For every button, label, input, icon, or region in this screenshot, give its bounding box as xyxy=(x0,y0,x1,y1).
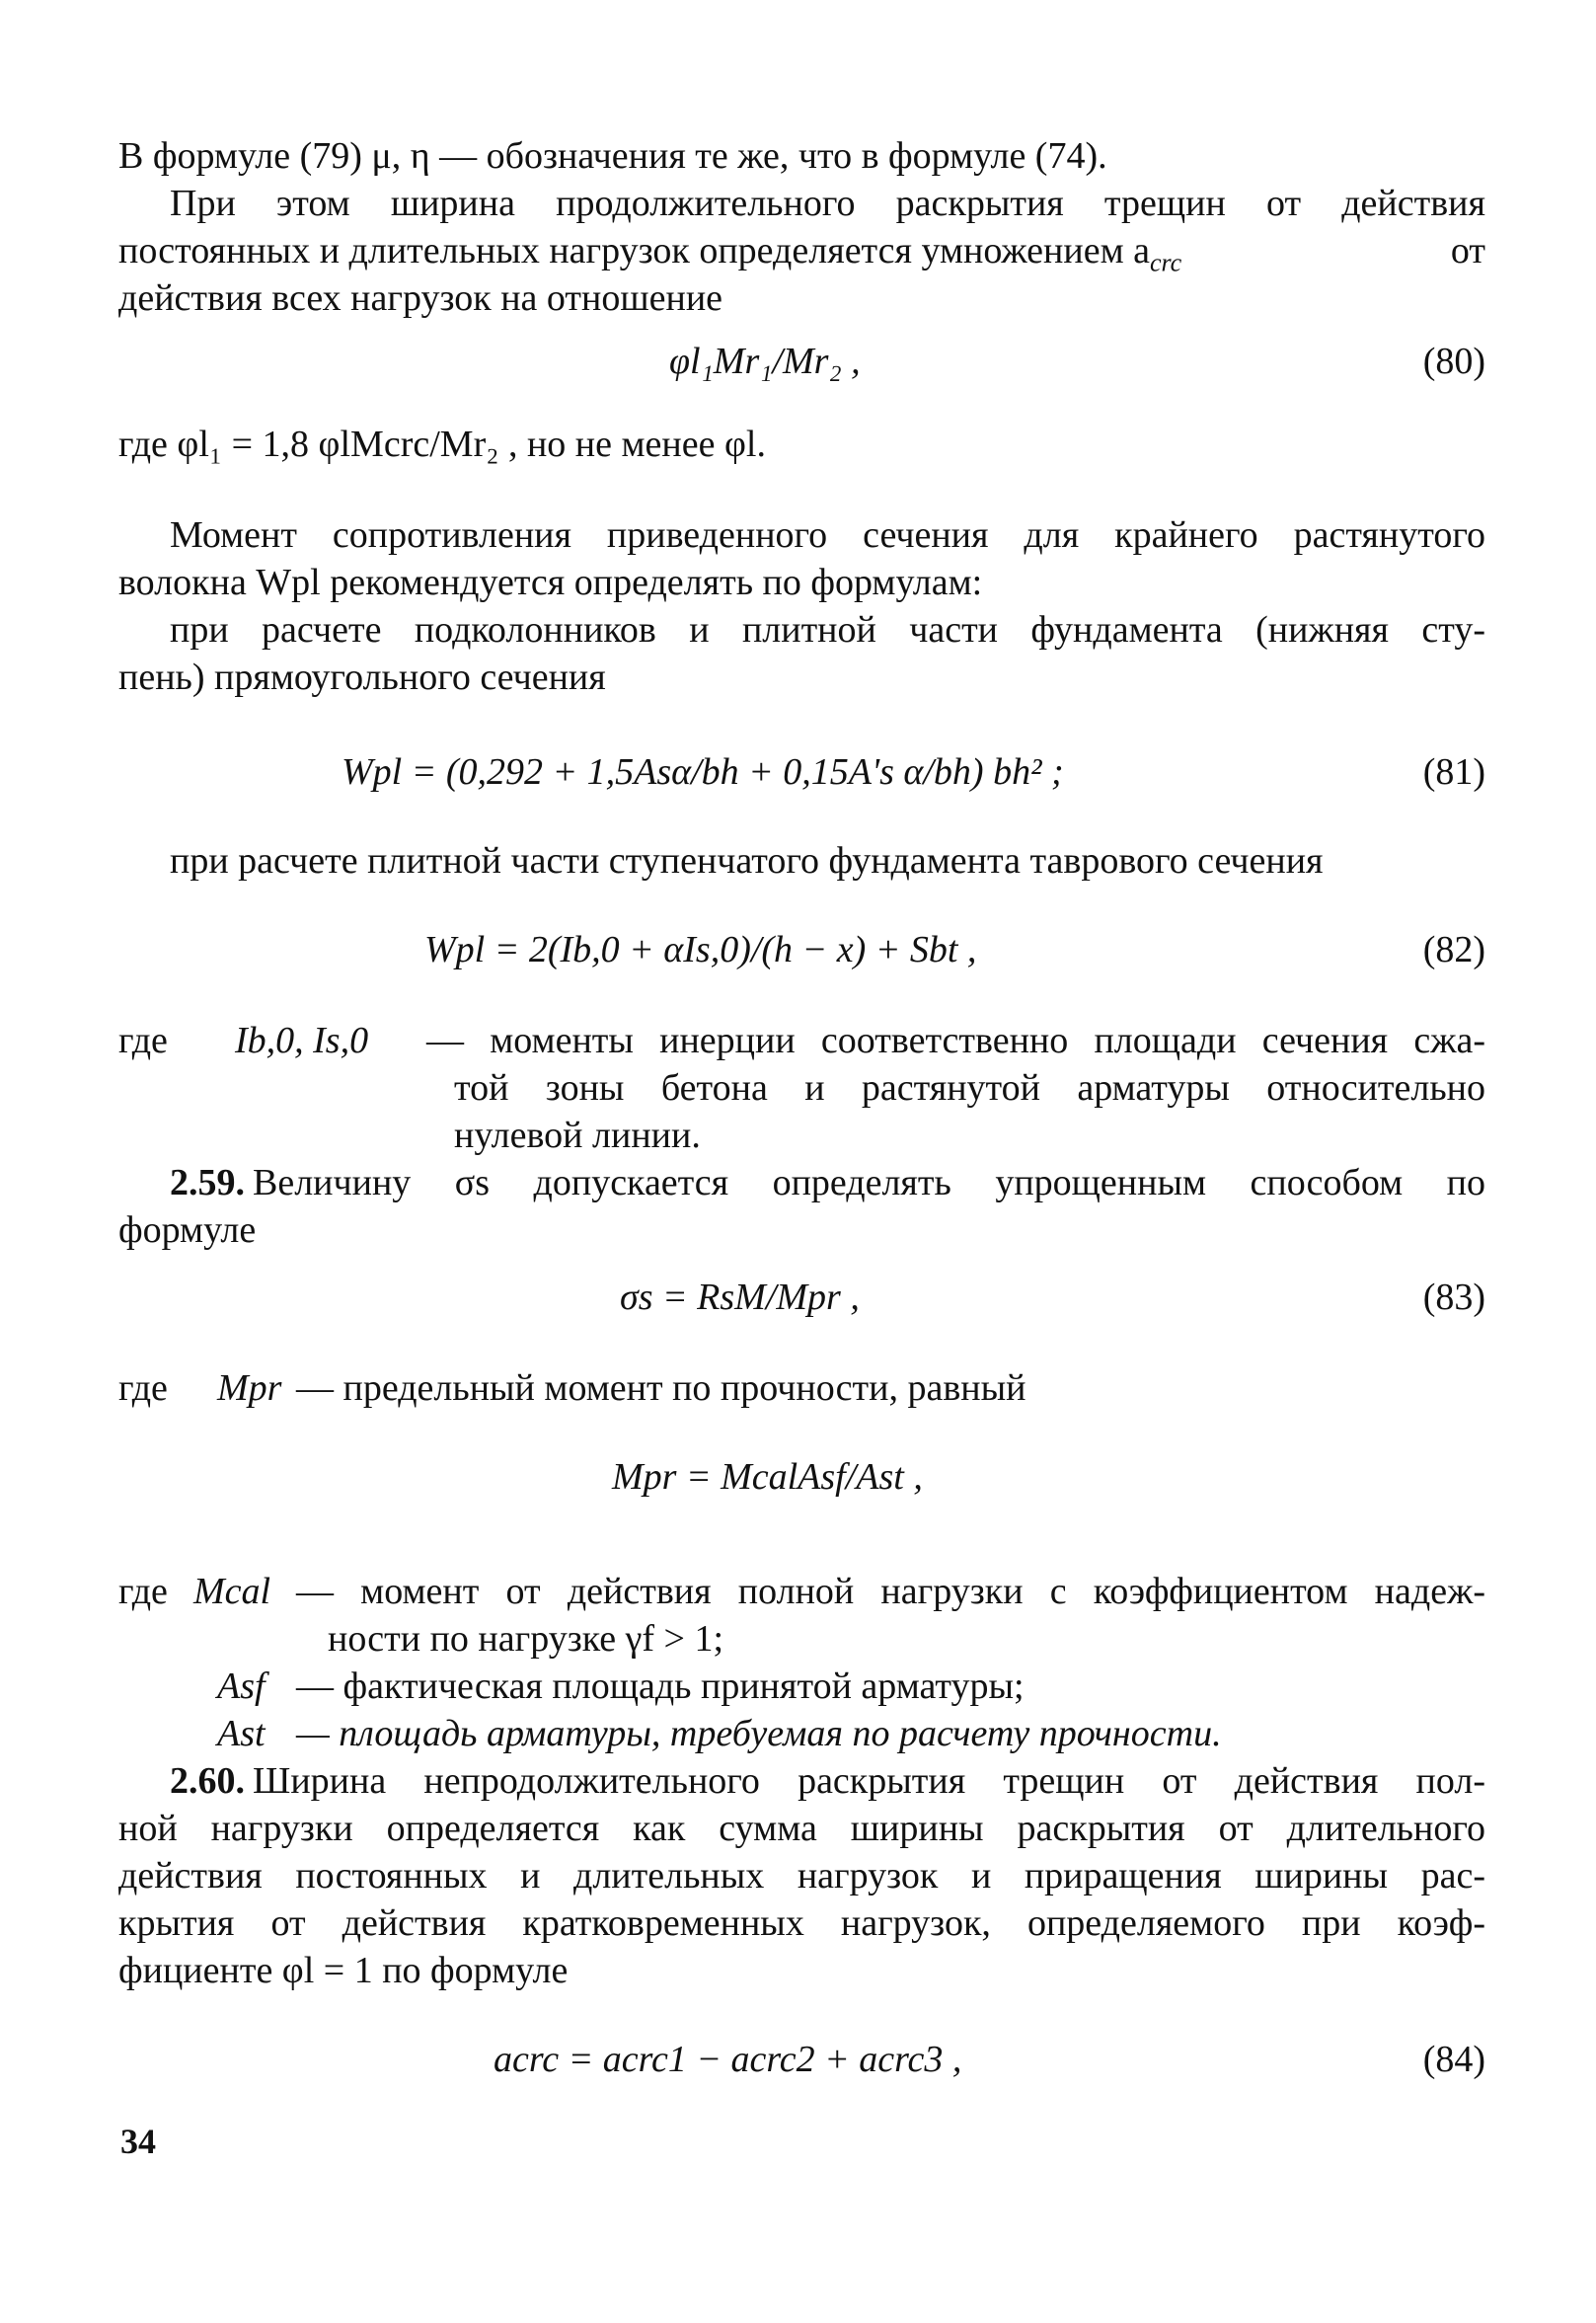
section-number-259: 2.59. xyxy=(170,1162,245,1203)
where-label-mpr: где xyxy=(118,1571,168,1612)
paragraph-formula79-note: В формуле (79) μ, η — обозначения те же, что в формуле (74). xyxy=(118,135,1107,177)
where-def-mcal-line1: — момент от действия полной нагрузки с коэффициентом надеж- xyxy=(296,1571,1485,1612)
where-term-mcal: Mcal xyxy=(193,1571,271,1612)
section-259-text: Величину σs допускается определять упрощенным способом по xyxy=(253,1162,1485,1203)
equation-number-82: (82) xyxy=(1422,929,1485,970)
paragraph-crack-width-line1: При этом ширина продолжительного раскрытия трещин от действия xyxy=(170,183,1485,224)
equation-number-81: (81) xyxy=(1422,751,1485,793)
where-def-82-line3: нулевой линии. xyxy=(454,1115,701,1156)
where-def-83: — предельный момент по прочности, равный xyxy=(296,1367,1026,1409)
paragraph-moment-line1: Момент сопротивления приведенного сечения для крайнего растянутого xyxy=(170,514,1485,556)
section-260-line2: ной нагрузки определяется как сумма ширины раскрытия от длительного xyxy=(118,1808,1485,1849)
equation-number-83: (83) xyxy=(1422,1277,1485,1318)
paragraph-moment-line4: пень) прямоугольного сечения xyxy=(118,657,606,698)
where-def-mcal-line2: ности по нагрузке γf > 1; xyxy=(328,1618,724,1660)
formula-84: acrc = acrc1 − acrc2 + acrc3 , xyxy=(494,2039,962,2080)
where-term-82: Ib,0, Is,0 xyxy=(235,1020,369,1061)
page-number: 34 xyxy=(120,2122,156,2161)
section-260-line1 xyxy=(170,1759,1485,1803)
section-259-line1 xyxy=(170,1161,1485,1204)
paragraph-moment-line3: при расчете подколонников и плитной части фундамента (нижняя сту- xyxy=(170,609,1485,651)
where-label-83: где xyxy=(118,1367,168,1409)
paragraph-crack-width-line2-text: постоянных и длительных нагрузок определяется умножением a xyxy=(118,230,1150,271)
formula-mpr: Mpr = McalAsf/Ast , xyxy=(612,1456,923,1498)
formula-80: φl₁Mr₁/Mr₂ , xyxy=(669,341,861,382)
equation-number-80: (80) xyxy=(1422,341,1485,382)
section-260-text: Ширина непродолжительного раскрытия трещин от действия пол- xyxy=(253,1760,1485,1802)
paragraph-moment-line2: волокна Wpl рекомендуется определять по формулам: xyxy=(118,562,983,603)
acrc-subscript: crc xyxy=(1149,248,1182,277)
section-260-line5: фициенте φl = 1 по формуле xyxy=(118,1950,569,1991)
equation-number-84: (84) xyxy=(1422,2039,1485,2080)
paragraph-crack-width-line3: действия всех нагрузок на отношение xyxy=(118,277,723,319)
formula-80-where: где φl₁ = 1,8 φlMcrc/Mr₂ , но не менее φl. xyxy=(118,424,766,465)
where-term-ast: Ast xyxy=(217,1713,266,1754)
section-number-260: 2.60. xyxy=(170,1760,245,1802)
where-label-82: где xyxy=(118,1020,168,1061)
where-def-82-line2: той зоны бетона и растянутой арматуры относительно xyxy=(454,1067,1485,1109)
paragraph-tee-section: при расчете плитной части ступенчатого фундамента таврового сечения xyxy=(170,840,1324,882)
where-term-asf: Asf xyxy=(217,1665,266,1707)
section-260-line3: действия постоянных и длительных нагрузок и приращения ширины рас- xyxy=(118,1855,1485,1897)
where-term-83: Mpr xyxy=(217,1367,282,1409)
where-def-ast: — площадь арматуры, требуемая по расчету прочности. xyxy=(296,1713,1222,1754)
formula-82: Wpl = 2(Ib,0 + αIs,0)/(h − x) + Sbt , xyxy=(424,929,977,970)
paragraph-crack-width-line2-end: от xyxy=(1450,230,1485,271)
formula-83: σs = RsM/Mpr , xyxy=(620,1277,860,1318)
where-def-asf: — фактическая площадь принятой арматуры; xyxy=(296,1665,1025,1707)
section-259-line2: формуле xyxy=(118,1209,257,1251)
where-def-82-line1: — моменты инерции соответственно площади сечения сжа- xyxy=(426,1020,1485,1061)
section-260-line4: крытия от действия кратковременных нагрузок, определяемого при коэф- xyxy=(118,1902,1485,1944)
formula-81: Wpl = (0,292 + 1,5Asα/bh + 0,15A's α/bh) bh² ; xyxy=(342,751,1064,793)
